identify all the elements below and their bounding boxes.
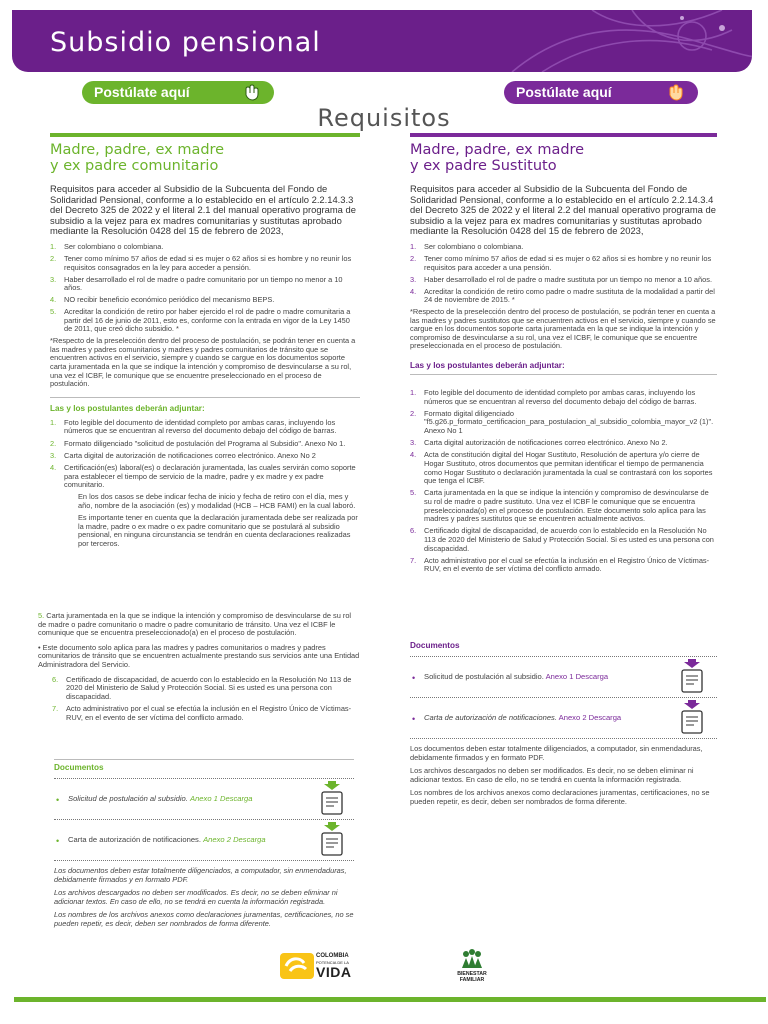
list-item xyxy=(50,308,360,334)
item-text: Certificado de discapacidad, de acuerdo con lo establecido en la Resolución No 113 de 2020 del Ministerio de Salud y Protección Social. Si es usted es una persona con discapacidad. xyxy=(66,674,352,701)
footnote: Los documentos deben estar totalmente diligenciados, a computador, sin enmendaduras, debidamente firmados y en formato PDF. xyxy=(54,866,347,884)
postulate-button-left[interactable] xyxy=(82,81,274,104)
document-download-icon[interactable] xyxy=(678,700,706,734)
right-documents-section xyxy=(410,641,717,812)
list-item xyxy=(410,451,717,485)
left-column-bar xyxy=(50,133,360,137)
item-text: Haber desarrollado el rol de padre o madre sustituta por un tiempo no menor a 10 años. xyxy=(424,274,712,284)
right-column-title xyxy=(410,142,717,174)
footnote: Los archivos descargados no deben ser modificados. Es decir, no se deben eliminar ni adicionar textos. En caso de ello, no se tendrá en cuenta la información registrada. xyxy=(54,888,338,906)
item-number: 2. xyxy=(50,438,57,448)
anexo-2-download-link[interactable]: Anexo 2 Descarga xyxy=(203,835,266,844)
left-note: *Respecto de la preselección dentro del proceso de postulación, se podrán tener en cuenta a las madres y padres comunitarios y madres y padres comunitarios de tránsito que se encuentren activos en el servicio, siempre y cuando se cargue en los documentos soporte carta juramentada en la que se indique la intención y compromiso de desvincularse a su rol, una vez el ICBF, le comunique que se encuentre preseleccionado en el proceso de postulación. xyxy=(50,336,356,389)
item-number: 6. xyxy=(52,674,59,684)
right-title-line2: y ex padre Sustituto xyxy=(410,158,557,174)
footnote: Los archivos descargados no deben ser modificados. Es decir, no se deben eliminar ni adicionar textos. En caso de ello, no se tendrá en cuenta la información registrada. xyxy=(410,766,694,784)
list-item xyxy=(50,440,360,449)
left-item5 xyxy=(38,612,360,638)
bullet-icon: • xyxy=(56,795,60,805)
colombia-logo-line2: POTENCIA DE LA xyxy=(316,960,349,965)
item-number: 4. xyxy=(50,295,57,305)
bullet-icon: • xyxy=(56,836,60,846)
item-text: Carta juramentada en la que se indique la intención y compromiso de desvincularse de su rol de madre o padre comunitario o madre o padre comunitario de tránsito. Una vez el ICBF le comunique que se encuentra preseleccionado(a) en el proceso de postulación. xyxy=(38,611,352,638)
postulate-button-label: Postúlate aquí xyxy=(516,84,612,100)
bienestar-logo-line2: FAMILIAR xyxy=(459,977,485,983)
right-doc-row-2 xyxy=(410,698,717,738)
list-item xyxy=(410,557,717,574)
requisitos-title: Requisitos xyxy=(317,104,451,132)
right-intro: Requisitos para acceder al Subsidio de la Subcuenta del Fondo de Solidaridad Pensional, conforme a lo establecido en el artículo 2.2.14.3.4 del Decreto 325 de 2022 y el literal 2.2 del manual operativo programa de subsidio a la vejez para ex madres comunitarias y sustitutas aprobado mediante la Resolución 0428 del 15 de febrero de 2023, xyxy=(410,183,716,237)
list-item xyxy=(50,276,360,293)
list-item xyxy=(52,676,360,702)
left-wide-section xyxy=(38,612,360,727)
item-number: 4. xyxy=(410,286,417,296)
header-banner xyxy=(12,10,752,72)
item-number: 5. xyxy=(50,307,57,317)
doc-label xyxy=(424,672,608,681)
item-text: Certificación(es) laboral(es) o declaración juramentada, las cuales servirán como soporte para establecer el tiempo de servicio de la madre, padre y ex madre y ex padre comunitario. xyxy=(64,462,356,490)
right-attachments-list xyxy=(410,389,717,574)
left-documents-title: Documentos xyxy=(54,763,104,772)
item-text: Haber desarrollado el rol de madre o padre comunitario por un tiempo no menor a 10 años. xyxy=(64,274,343,293)
item-text: Foto legible del documento de identidad completo por ambas caras, incluyendo los números que se encuentran al reverso del documento debajo del código de barras. xyxy=(424,388,697,406)
list-item xyxy=(50,464,360,490)
item-number: 4. xyxy=(50,462,57,472)
right-requirements-list xyxy=(410,243,717,305)
colombia-potencia-logo xyxy=(280,951,376,981)
dotted-divider xyxy=(410,738,717,739)
right-documents-title: Documentos xyxy=(410,641,460,650)
item-number: 1. xyxy=(410,241,417,251)
item-text: Acreditar la condición de retiro por haber ejercido el rol de padre o madre comunitaria a partir del 16 de junio de 2011, esto es, conforme con la entrada en vigor de la Ley 1450 de 2011, que creó dicho subsidio. * xyxy=(64,307,351,334)
doc-label xyxy=(68,835,266,844)
item-number: 2. xyxy=(410,253,417,263)
item-number: 3. xyxy=(50,274,57,284)
item-text: Acto administrativo por el cual se efectúa la inclusión en el Registro Único de Víctimas- RUV, en el evento de ser víctima del conflicto armado. xyxy=(424,555,710,574)
colombia-logo-icon xyxy=(280,953,314,979)
item-number: 2. xyxy=(410,408,417,418)
item-number: 3. xyxy=(50,450,57,460)
bienestar-logo-icon xyxy=(458,948,486,970)
item-number: 4. xyxy=(410,450,417,460)
list-item xyxy=(410,439,717,448)
footnote: Los documentos deben estar totalmente diligenciados, a computador, sin enmendaduras, debidamente firmados y en formato PDF. xyxy=(410,744,703,762)
divider xyxy=(410,374,717,375)
list-item xyxy=(410,489,717,523)
left-sub-b: Es importante tener en cuenta que la declaración juramentada debe ser realizada por la madre, padre o ex madre o ex padre comunitario que se postulará al subsidio pensional, en ninguna circunstancia se tendrán en cuenta declaraciones realizadas por terceros. xyxy=(78,513,358,548)
left-title-line2: y ex padre comunitario xyxy=(50,158,219,174)
list-item xyxy=(50,243,360,252)
item-text: Acto administrativo por el cual se efectúa la inclusión en el Registro Único de Víctimas- RUV, en el evento de ser víctima del conflicto armado. xyxy=(66,704,352,722)
list-item xyxy=(410,389,717,406)
left-column-title xyxy=(50,142,360,174)
doc-label-text: Solicitud de postulación al subsidio. xyxy=(424,672,544,681)
left-title-line1: Madre, padre, ex madre xyxy=(50,142,225,158)
document-download-icon[interactable] xyxy=(318,822,346,856)
right-note: *Respecto de la preselección dentro del proceso de postulación, se podrán tener en cuenta a las madres y padres sustitutos que se encuentren activos en el servicio, siempre y cuando se cargue en los documentos soporte carta juramentada en la que se indique la intención y compromiso de desvincularse a su rol, una vez el ICBF, le comunique que se encuentre preseleccionada en el proceso de postulación. xyxy=(410,307,716,351)
list-item xyxy=(52,705,360,722)
dotted-divider xyxy=(54,860,354,861)
doc-label-text: Carta de autorización de notificaciones. xyxy=(68,835,201,844)
pointing-hand-icon xyxy=(242,83,264,102)
left-intro: Requisitos para acceder al Subsidio de la Subcuenta del Fondo de Solidaridad Pensional, conforme a lo establecido en el artículo 2.2.14.3.3 del Decreto 325 de 2022 y el literal 2.1 del manual operativo programa de subsidio a la vejez para ex madres comunitarias y sustitutas aprobado mediante la Resolución 0428 del 15 de febrero de 2023, xyxy=(50,183,356,237)
item-text: Carta digital autorización de notificaciones correo electrónico. Anexo No 2. xyxy=(424,438,668,448)
doc-label xyxy=(424,713,621,722)
item-text: Formato digital diligenciado "f5.g26.p_formato_certificacion_para_postulacion_al_subsidio_colombia_mayor_v2 (1)". Anexo No 1 xyxy=(424,408,714,436)
item-number: 7. xyxy=(52,704,59,714)
list-item xyxy=(410,527,717,553)
item-text: Carta digital de autorización de notificaciones correo electrónico. Anexo No 2 xyxy=(64,450,316,460)
anexo-1-download-link[interactable]: Anexo 1 Descarga xyxy=(190,794,253,803)
left-doc-row-2 xyxy=(54,820,354,860)
item-number: 3. xyxy=(410,274,417,284)
left-documents-section xyxy=(54,759,354,934)
left-bullet-note: • Este documento solo aplica para las madres y padres comunitarios o madres y padres comunitarios de tránsito que se encuentren actualmente prestando sus servicios ante una Entidad Administradora del Servicio. xyxy=(38,642,360,669)
item-number: 1. xyxy=(410,388,417,398)
item-number: 7. xyxy=(410,555,417,565)
right-docs-footnotes xyxy=(410,745,717,807)
bullet-icon: • xyxy=(412,673,416,683)
list-item xyxy=(410,276,717,285)
item-number: 6. xyxy=(410,526,417,536)
bienestar-logo-line1: BIENESTAR xyxy=(457,971,487,977)
item-number: 2. xyxy=(50,253,57,263)
doc-label-text: Carta de autorización de notificaciones. xyxy=(424,713,557,722)
colombia-logo-line3: VIDA xyxy=(316,964,352,980)
list-item xyxy=(50,452,360,461)
bienestar-familiar-logo xyxy=(450,948,494,984)
right-column-bar xyxy=(410,133,717,137)
doc-label xyxy=(68,794,253,803)
decorative-lines xyxy=(392,10,752,72)
postulate-button-right[interactable] xyxy=(504,81,698,104)
item-text: NO recibir beneficio económico periódico del mecanismo BEPS. xyxy=(64,295,275,305)
list-item xyxy=(50,419,360,436)
item-number: 5. xyxy=(38,611,45,620)
item-text: Carta juramentada en la que se indique la intención y compromiso de desvincularse de su rol de madre o padre sustituto. Una vez el ICBF le comunique que se encuentra preseleccionada(o) en el proceso de postulación. Este documento solo aplica para las madres y padres sustitutos que se encuentren actualmente activos. xyxy=(424,488,709,524)
item-number: 3. xyxy=(410,438,417,448)
page-header-title: Subsidio pensional xyxy=(50,27,321,58)
divider xyxy=(50,397,360,398)
doc-label-text: Solicitud de postulación al subsidio. xyxy=(68,794,188,803)
list-item xyxy=(410,288,717,305)
right-attach-title: Las y los postulantes deberán adjuntar: xyxy=(410,361,565,371)
item-number: 1. xyxy=(50,417,57,427)
document-download-icon[interactable] xyxy=(318,781,346,815)
list-item xyxy=(50,296,360,305)
item-text: Formato diligenciado "solicitud de postulación del Programa al Subsidio". Anexo No 1. xyxy=(64,438,346,448)
left-more-items xyxy=(38,676,360,723)
right-column xyxy=(410,133,717,578)
list-item xyxy=(410,243,717,252)
anexo-2-download-link[interactable]: Anexo 2 Descarga xyxy=(558,713,622,722)
left-attach-title: Las y los postulantes deberán adjuntar: xyxy=(50,403,205,413)
left-requirements-list xyxy=(50,243,360,334)
list-item xyxy=(50,255,360,272)
item-text: Ser colombiano o colombiana. xyxy=(424,241,524,251)
item-text: Acreditar la condición de retiro como padre o madre sustituta de la modalidad a partir del 24 de noviembre de 2015. * xyxy=(424,286,715,305)
item-number: 1. xyxy=(50,241,57,251)
right-doc-row-1 xyxy=(410,657,717,697)
postulate-button-label: Postúlate aquí xyxy=(94,84,190,100)
item-text: Tener como mínimo 57 años de edad si es mujer o 62 años si es hombre y no reunir los requisitos para acceder a una pensión. xyxy=(424,253,712,272)
bienestar-logo-text xyxy=(450,971,494,983)
item-text: Foto legible del documento de identidad completo por ambas caras, incluyendo los números que se encuentran al reverso del documento debajo del código de barras. xyxy=(64,417,337,436)
anexo-1-download-link[interactable]: Anexo 1 Descarga xyxy=(545,672,609,681)
footnote: Los nombres de los archivos anexos como declaraciones juramentas, certificaciones, no se pueden repetir, es decir, deben ser nombrados de forma diferente. xyxy=(410,788,710,806)
footnote: Los nombres de los archivos anexos como declaraciones juramentas, certificaciones, no se pueden repetir, es decir, deben ser nombrados de forma diferente. xyxy=(54,910,354,928)
item-text: Tener como mínimo 57 años de edad si es mujer o 62 años si es hombre y no reunir los requisitos consagrados en la ley para acceder a pensión. xyxy=(64,253,352,272)
list-item xyxy=(410,255,717,272)
bullet-icon: • xyxy=(412,714,416,724)
list-item xyxy=(410,410,717,436)
left-sub-a: En los dos casos se debe indicar fecha de inicio y fecha de retiro con el día, mes y año, nombre de la asociación (es) y modalidad (HCB – HCB FAMI) en la cual laboró. xyxy=(78,492,356,510)
pointing-hand-icon xyxy=(666,83,688,102)
document-download-icon[interactable] xyxy=(678,659,706,693)
right-title-line1: Madre, padre, ex madre xyxy=(410,142,585,158)
colombia-logo-line1: COLOMBIA xyxy=(316,953,349,959)
item-text: Certificado digital de discapacidad, de acuerdo con lo establecido en la Resolución No 113 de 2020 del Ministerio de Salud y Protección Social. Si es usted es una persona con discapacidad. xyxy=(424,526,714,553)
left-doc-row-1 xyxy=(54,779,354,819)
footer-bar xyxy=(14,997,766,1002)
item-text: Ser colombiano o colombiana. xyxy=(64,241,164,251)
left-docs-footnotes xyxy=(54,867,354,929)
left-attachments-list xyxy=(50,419,360,490)
item-text: Acta de constitución digital del Hogar Sustituto, Resolución de apertura y/o cierre de Hogar Sustituto, otros documentos que permitan identificar el tiempo de permanencia como Hogar Sustituto o declaración juramentada la cual se contrastará con los soportes que tenga el ICBF. xyxy=(424,450,713,486)
left-column xyxy=(50,133,360,552)
divider xyxy=(54,759,354,760)
item-number: 5. xyxy=(410,488,417,498)
